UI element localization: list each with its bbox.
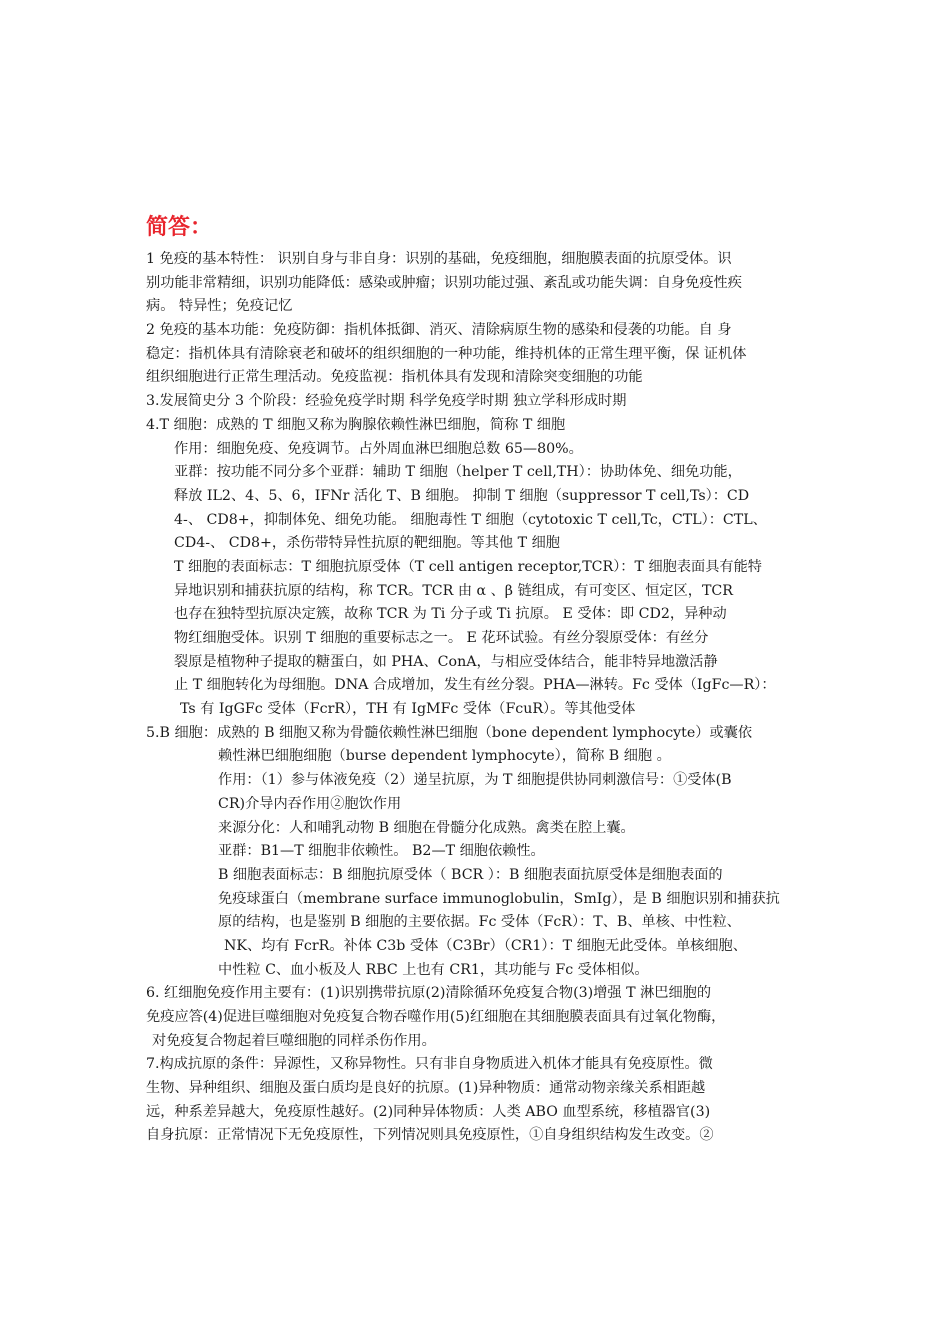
text-line: 2 免疫的基本功能：免疫防御：指机体抵御、消灭、清除病原生物的感染和侵袭的功能。自 身 — [146, 322, 732, 339]
text-line: 生物、异种组织、细胞及蛋白质均是良好的抗原。(1)异种物质：通常动物亲缘关系相距越 — [146, 1080, 706, 1097]
text-line: 6. 红细胞免疫作用主要有：(1)识别携带抗原(2)清除循环免疫复合物(3)增强 T 淋巴细胞的 — [146, 985, 712, 1002]
text-line: 1 免疫的基本特性： 识别自身与非自身：识别的基础，免疫细胞，细胞膜表面的抗原受体。识 — [146, 251, 732, 267]
text-line: 止 T 细胞转化为母细胞。DNA 合成增加，发生有丝分裂。PHA—淋转。Fc 受体（IgFc—R）： — [174, 677, 776, 694]
text-line: CR)介导内吞作用②胞饮作用 — [218, 795, 402, 812]
section-heading: 简答： — [146, 215, 213, 240]
text-line: 免疫球蛋白（membrane surface immunoglobulin，SmIg），是 B 细胞识别和捕获抗 — [218, 890, 780, 907]
text-line: 来源分化：人和哺乳动物 B 细胞在骨髓分化成熟。禽类在腔上囊。 — [218, 819, 635, 836]
text-line: 病。 特异性；免疫记忆 — [146, 298, 293, 315]
text-line: 中性粒 C、血小板及人 RBC 上也有 CR1，其功能与 Fc 受体相似。 — [218, 961, 649, 978]
text-line: 4.T 细胞：成熟的 T 细胞又称为胸腺依赖性淋巴细胞，简称 T 细胞 — [146, 416, 566, 433]
text-line: 5.B 细胞：成熟的 B 细胞又称为骨髓依赖性淋巴细胞（bone dependent lymphocyte）或囊依 — [146, 724, 753, 741]
text-line: 7.构成抗原的条件：异源性，又称异物性。只有非自身物质进入机体才能具有免疫原性。微 — [146, 1056, 713, 1073]
text-line: 亚群：按功能不同分多个亚群：辅助 T 细胞（helper T cell,TH）：协助体免、细免功能， — [174, 464, 742, 481]
text-line: 异地识别和捕获抗原的结构，称 TCR。TCR 由 α 、β 链组成，有可变区、恒定区，TCR — [174, 582, 733, 599]
text-line: CD4-、 CD8+，杀伤带特异性抗原的靶细胞。等其他 T 细胞 — [174, 535, 560, 552]
text-line: 别功能非常精细，识别功能降低：感染或肿瘤；识别功能过强、紊乱或功能失调：自身免疫性疾 — [146, 274, 742, 291]
text-line: 赖性淋巴细胞细胞（burse dependent lymphocyte），简称 B 细胞 。 — [218, 748, 671, 765]
text-line: 原的结构，也是鉴别 B 细胞的主要依据。Fc 受体（FcR）：T、B、单核、中性粒、 — [218, 914, 741, 931]
text-line: 4-、 CD8+，抑制体免、细免功能。 细胞毒性 T 细胞（cytotoxic T cell,Tc，CTL）：CTL、 — [174, 511, 767, 528]
text-line: 远，种系差异越大，免疫原性越好。(2)同种异体物质：人类 ABO 血型系统，移植器官(3) — [146, 1103, 711, 1120]
text-line: 免疫应答(4)促进巨噬细胞对免疫复合物吞噬作用(5)红细胞在其细胞膜表面具有过氧化物酶， — [146, 1009, 726, 1025]
text-line: 3.发展简史分 3 个阶段：经验免疫学时期 科学免疫学时期 独立学科形成时期 — [146, 393, 627, 410]
text-line: 亚群：B1—T 细胞非依赖性。 B2—T 细胞依赖性。 — [218, 843, 545, 860]
text-line: B 细胞表面标志：B 细胞抗原受体（ BCR ）：B 细胞表面抗原受体是细胞表面的 — [218, 866, 723, 883]
text-line: 自身抗原：正常情况下无免疫原性，下列情况则具免疫原性，①自身组织结构发生改变。② — [146, 1127, 714, 1144]
text-line: Ts 有 IgGFc 受体（FcrR），TH 有 IgMFc 受体（FcuR）。等其他受体 — [180, 701, 636, 718]
text-line: 作用：（1）参与体液免疫（2）递呈抗原，为 T 细胞提供协同刺激信号：①受体(B — [218, 772, 732, 789]
text-line: 稳定：指机体具有清除衰老和破坏的组织细胞的一种功能，维持机体的正常生理平衡，保 证机体 — [146, 345, 747, 362]
text-line: 作用：细胞免疫、免疫调节。占外周血淋巴细胞总数 65—80%。 — [174, 440, 583, 457]
answer-body — [146, 248, 832, 1148]
text-line: 物红细胞受体。识别 T 细胞的重要标志之一。 E 花环试验。有丝分裂原受体：有丝分 — [174, 630, 709, 646]
text-line: 组织细胞进行正常生理活动。免疫监视：指机体具有发现和清除突变细胞的功能 — [146, 369, 643, 386]
text-line: 释放 IL2、4、5、6，IFNr 活化 T、B 细胞。 抑制 T 细胞（suppressor T cell,Ts）：CD — [174, 487, 750, 504]
text-line: 也存在独特型抗原决定簇，故称 TCR 为 Ti 分子或 Ti 抗原。 E 受体：即 CD2，异种动 — [174, 606, 727, 623]
text-line: 对免疫复合物起着巨噬细胞的同样杀伤作用。 — [152, 1032, 436, 1049]
text-line: NK、均有 FcrR。补体 C3b 受体（C3Br）（CR1）：T 细胞无此受体。单核细胞、 — [224, 937, 747, 954]
text-line: T 细胞的表面标志：T 细胞抗原受体（T cell antigen receptor,TCR）：T 细胞表面具有能特 — [174, 558, 762, 575]
text-line: 裂原是植物种子提取的糖蛋白，如 PHA、ConA，与相应受体结合，能非特异地激活静 — [174, 653, 718, 670]
